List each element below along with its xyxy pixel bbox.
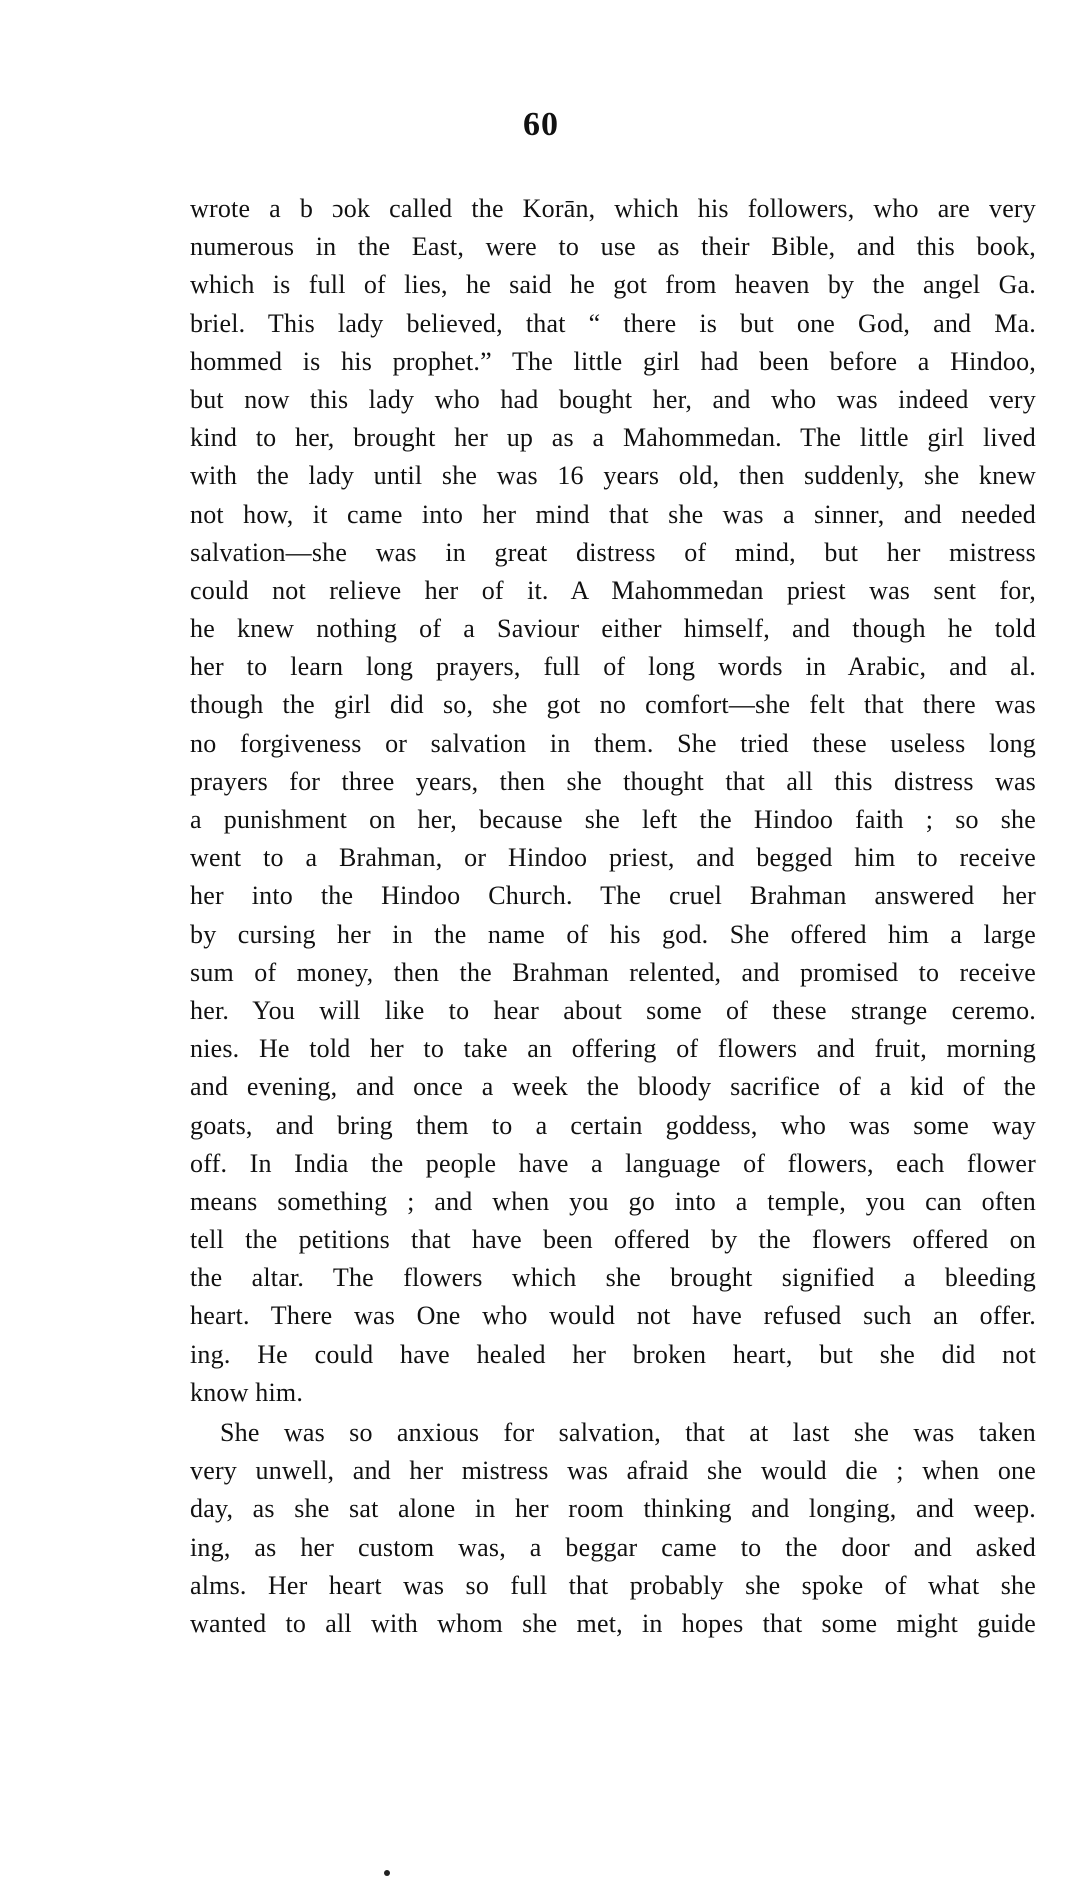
text-line: with the lady until she was 16 years old, then suddenly, she knew xyxy=(190,461,1036,491)
text-line: briel. This lady believed, that “ there is but one God, and Ma. xyxy=(190,308,1036,338)
page-number: 60 xyxy=(523,106,559,143)
text-line: though the girl did so, she got no comfort—she felt that there was xyxy=(190,690,1036,720)
text-line: alms. Her heart was so full that probably she spoke of what she xyxy=(190,1570,1036,1600)
text-line: She was so anxious for salvation, that at last she was taken xyxy=(220,1418,1036,1447)
text-line: and evening, and once a week the bloody sacrifice of a kid of the xyxy=(190,1072,1036,1102)
text-line: goats, and bring them to a certain goddess, who was some way xyxy=(190,1110,1036,1140)
text-line: by cursing her in the name of his god. She offered him a large xyxy=(190,919,1036,949)
text-line: the altar. The flowers which she brought signified a bleeding xyxy=(190,1263,1036,1293)
text-line: her. You will like to hear about some of these strange ceremo. xyxy=(190,995,1036,1025)
text-line: heart. There was One who would not have refused such an offer. xyxy=(190,1301,1036,1331)
text-line: could not relieve her of it. A Mahommedan priest was sent for, xyxy=(190,575,1036,605)
text-line: kind to her, brought her up as a Mahommedan. The little girl lived xyxy=(190,423,1036,453)
text-line: which is full of lies, he said he got from heaven by the angel Ga. xyxy=(190,270,1036,300)
text-line: ing, as her custom was, a beggar came to the door and asked xyxy=(190,1532,1036,1562)
text-line: tell the petitions that have been offered by the flowers offered on xyxy=(190,1225,1036,1255)
text-line: but now this lady who had bought her, and who was indeed very xyxy=(190,384,1036,414)
printer-mark xyxy=(384,1870,390,1876)
text-line: know him. xyxy=(190,1377,304,1407)
text-line: very unwell, and her mistress was afraid she would die ; when one xyxy=(190,1456,1036,1486)
text-line: nies. He told her to take an offering of flowers and fruit, morning xyxy=(190,1034,1036,1064)
text-line: numerous in the East, were to use as their Bible, and this book, xyxy=(190,232,1036,262)
paragraph-2 xyxy=(190,1414,1036,1643)
text-line: salvation—she was in great distress of mind, but her mistress xyxy=(190,537,1036,567)
text-line: a punishment on her, because she left the Hindoo faith ; so she xyxy=(190,805,1036,834)
text-line: her to learn long prayers, full of long words in Arabic, and al. xyxy=(190,652,1036,682)
text-line: no forgiveness or salvation in them. She tried these useless long xyxy=(190,728,1036,758)
text-line: means something ; and when you go into a temple, you can often xyxy=(190,1186,1036,1216)
text-line: her into the Hindoo Church. The cruel Brahman answered her xyxy=(190,881,1036,911)
text-line: hommed is his prophet.” The little girl had been before a Hindoo, xyxy=(190,346,1036,376)
text-line: sum of money, then the Brahman relented, and promised to receive xyxy=(190,957,1036,987)
text-line: prayers for three years, then she thought that all this distress was xyxy=(190,766,1036,796)
text-line: off. In India the people have a language of flowers, each flower xyxy=(190,1148,1036,1178)
text-line: went to a Brahman, or Hindoo priest, and begged him to receive xyxy=(190,843,1036,873)
text-line: day, as she sat alone in her room thinking and longing, and weep. xyxy=(190,1494,1036,1524)
paragraph-1 xyxy=(190,190,1036,1412)
text-line: not how, it came into her mind that she was a sinner, and needed xyxy=(190,499,1036,529)
text-line: wanted to all with whom she met, in hopes that some might guide xyxy=(190,1608,1036,1638)
text-line: ing. He could have healed her broken heart, but she did not xyxy=(190,1339,1036,1369)
text-line: he knew nothing of a Saviour either himself, and though he told xyxy=(190,614,1036,644)
text-line: wrote a b ɔok called the Korān, which his followers, who are very xyxy=(190,194,1036,223)
